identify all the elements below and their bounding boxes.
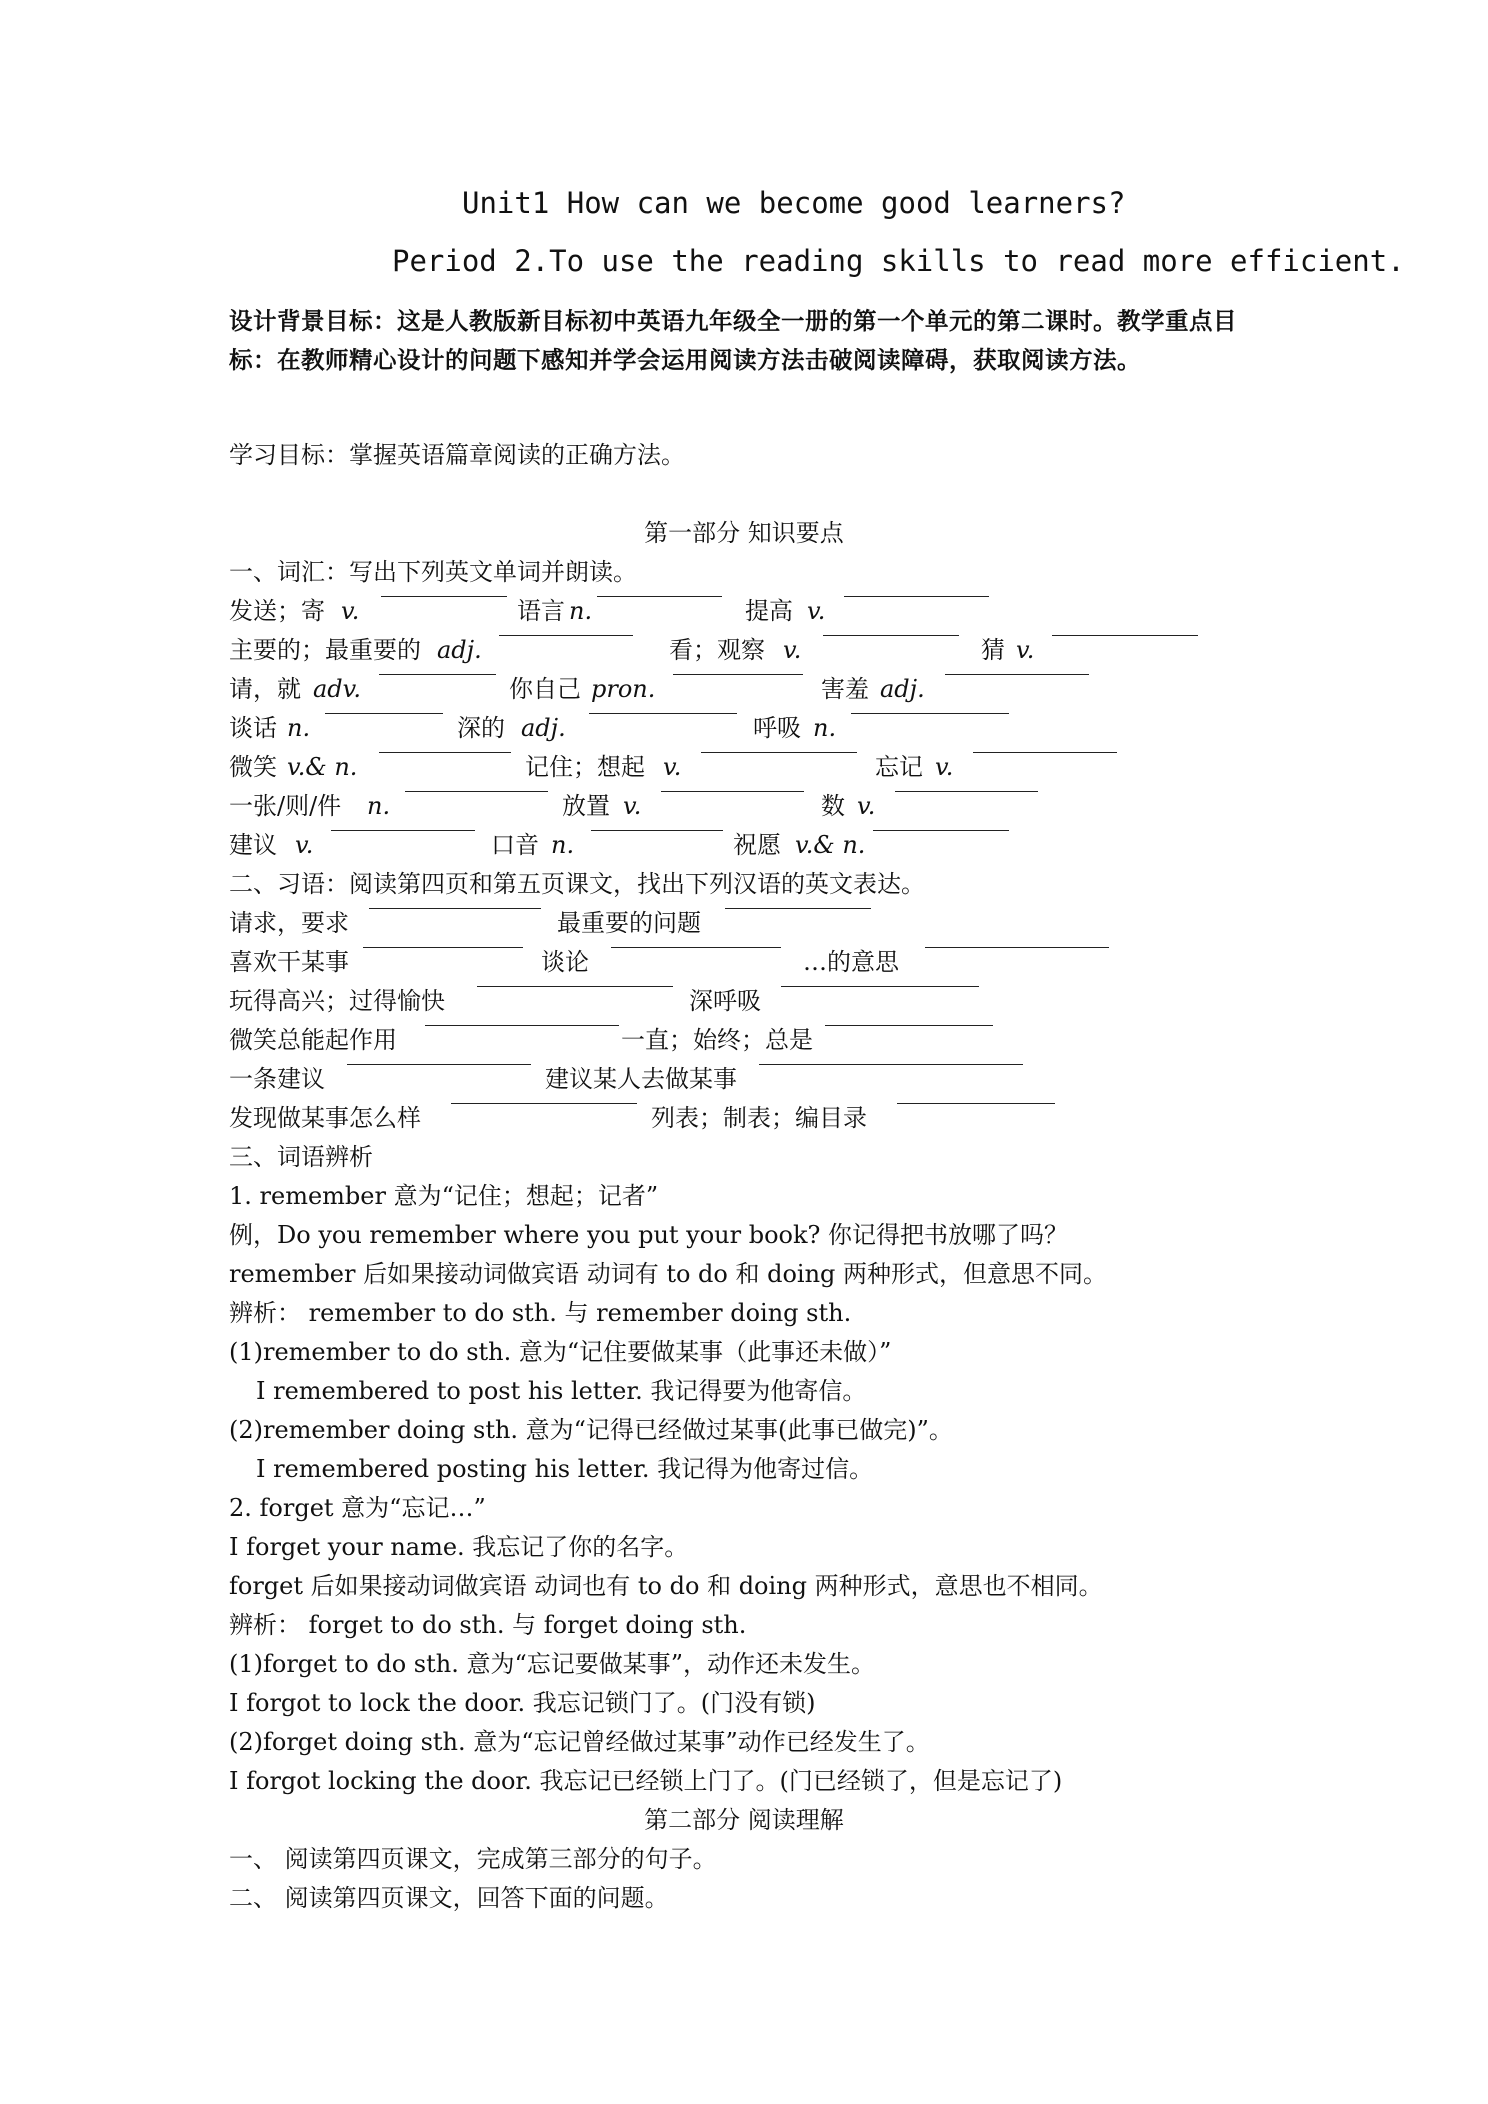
answer-blank[interactable] (825, 1025, 993, 1026)
analysis-line: (2)remember doing sth. 意为“记得已经做过某事(此事已做完)”。 (229, 1416, 953, 1444)
analysis-line: remember 后如果接动词做宾语 动词有 to do 和 doing 两种形式，但意思不同。 (229, 1260, 1108, 1288)
answer-blank[interactable] (673, 674, 803, 675)
analysis-line: (1)forget to do sth. 意为“忘记要做某事”，动作还未发生。 (229, 1650, 876, 1678)
answer-blank[interactable] (851, 713, 1009, 714)
example-sentence: I remembered to post his letter. 我记得要为他寄信。 (256, 1377, 867, 1405)
analysis-heading: 三、词语辨析 (229, 1143, 373, 1171)
answer-blank[interactable] (425, 1025, 619, 1026)
analysis-line: I forgot to lock the door. 我忘记锁门了。(门没有锁) (229, 1689, 816, 1717)
idioms-heading: 二、习语：阅读第四页和第五页课文，找出下列汉语的英文表达。 (229, 870, 925, 898)
analysis-line: 辨析： forget to do sth. 与 forget doing sth. (229, 1611, 747, 1639)
answer-blank[interactable] (597, 596, 722, 597)
answer-blank[interactable] (823, 635, 959, 636)
answer-blank[interactable] (897, 1103, 1055, 1104)
period-title: Period 2.To use the reading skills to read more efficient. (392, 244, 1405, 278)
answer-blank[interactable] (451, 1103, 637, 1104)
answer-blank[interactable] (347, 1064, 531, 1065)
answer-blank[interactable] (611, 947, 781, 948)
answer-blank[interactable] (363, 947, 523, 948)
unit-title: Unit1 How can we become good learners? (462, 186, 1126, 220)
analysis-line: (2)forget doing sth. 意为“忘记曾经做过某事”动作已经发生了。 (229, 1728, 930, 1756)
answer-blank[interactable] (925, 947, 1109, 948)
reading-task: 一、 阅读第四页课文，完成第三部分的句子。 (229, 1845, 717, 1873)
background-goal: 设计背景目标：这是人教版新目标初中英语九年级全一册的第一个单元的第二课时。教学重点目标：在教师精心设计的问题下感知并学会运用阅读方法击破阅读障碍，获取阅读方法。 (229, 307, 1237, 374)
analysis-line: (1)remember to do sth. 意为“记住要做某事（此事还未做）” (229, 1338, 892, 1366)
vocab-heading: 一、词汇：写出下列英文单词并朗读。 (229, 558, 637, 586)
answer-blank[interactable] (895, 791, 1038, 792)
answer-blank[interactable] (477, 986, 673, 987)
answer-blank[interactable] (781, 986, 979, 987)
answer-blank[interactable] (844, 596, 989, 597)
answer-blank[interactable] (379, 752, 511, 753)
answer-blank[interactable] (701, 752, 857, 753)
analysis-line: I forgot locking the door. 我忘记已经锁上门了。(门已经锁了，但是忘记了) (229, 1767, 1063, 1795)
part2-heading: 第二部分 阅读理解 (644, 1806, 844, 1834)
answer-blank[interactable] (325, 713, 443, 714)
document-page: Unit1 How can we become good learners? Period 2.To use the reading skills to read more efficient. 设计背景目标：这是人教版新目标初中英语九年级全一册的第一个单元的第二课时。教学重点目标：在教师精心设计的问题下感知并学会运用阅读方法击破阅读障碍，获取阅读方法。 学习目标：掌握英语篇章阅读的正确方法。 第一部分 知识要点 一、词汇：写出下列英文单词并朗读。 发送；寄 v. 语言 n. 提高 v. 主要的；最重要的 adj. 看；观察 v. 猜 v. 请，就 adv. 你自己 pron. 害羞 adj. 谈话 n. 深的 adj. 呼吸 n. 微笑 v.& n. 记住；想起 v. 忘记 v. 一张/则/件 n. 放置 v. 数 v. 建议 v. 口音 n. 祝愿 v.& n. 二、习语：阅读第四页和第五页课文，找出下列汉语的英文表达。 请求，要求 最重要的问题 喜欢干某事 谈论 …的意思 玩得高兴；过得愉快 深呼吸 微笑总能起作用 一直；始终；总是 一条建议 建议某人去做某事 发现做某事怎么样 列表；制表；编目录 三、词语辨析 1. remember 意为“记住；想起；记者” 例，Do you remember where you put your book? 你记得把书放哪了吗？ remember 后如果接动词做宾语 动词有 to do 和 doing 两种形式，但意思不同。 辨析： remember to do sth. 与 remember doing sth. (1)remember to do sth. 意为“记住要做某事（此事还未做）” I remembered to post his letter. 我记得要为他寄信。 (2)remember doing sth. 意为“记得已经做过某事(此事已做完)”。 I remembered posting his letter. 我记得为他寄过信。 2. forget 意为“忘记…” I forget your name. 我忘记了你的名字。 forget 后如果接动词做宾语 动词也有 to do 和 doing 两种形式，意思也不相同。 辨析： forget to do sth. 与 forget doing sth. (1)forget to do sth. 意为“忘记要做某事”，动作还未发生。 I forgot to lock the door. 我忘记锁门了。(门没有锁) (2)forget doing sth. 意为“忘记曾经做过某事”动作已经发生了。 I forgot locking the door. 我忘记已经锁上门了。(门已经锁了，但是忘记了) 第二部分 阅读理解 一、 阅读第四页课文，完成第三部分的句子。 二、 阅读第四页课文，回答下面的问题。 (0, 0, 1488, 2104)
answer-blank[interactable] (759, 1064, 1023, 1065)
answer-blank[interactable] (725, 908, 871, 909)
answer-blank[interactable] (661, 791, 804, 792)
answer-blank[interactable] (331, 830, 475, 831)
answer-blank[interactable] (973, 752, 1117, 753)
answer-blank[interactable] (589, 713, 737, 714)
answer-blank[interactable] (379, 674, 496, 675)
answer-blank[interactable] (405, 791, 548, 792)
example-sentence: I remembered posting his letter. 我记得为他寄过信。 (256, 1455, 874, 1483)
study-goal: 学习目标：掌握英语篇章阅读的正确方法。 (229, 441, 685, 469)
answer-blank[interactable] (591, 830, 723, 831)
answer-blank[interactable] (945, 674, 1089, 675)
answer-blank[interactable] (499, 635, 633, 636)
answer-blank[interactable] (381, 596, 507, 597)
answer-blank[interactable] (873, 830, 1009, 831)
part1-heading: 第一部分 知识要点 (644, 519, 844, 547)
analysis-line: 例，Do you remember where you put your book? 你记得把书放哪了吗？ (229, 1221, 1069, 1249)
analysis-line: 辨析： remember to do sth. 与 remember doing sth. (229, 1299, 852, 1327)
analysis-line: I forget your name. 我忘记了你的名字。 (229, 1533, 689, 1561)
answer-blank[interactable] (1052, 635, 1198, 636)
analysis-line: forget 后如果接动词做宾语 动词也有 to do 和 doing 两种形式，意思也不相同。 (229, 1572, 1103, 1600)
reading-task: 二、 阅读第四页课文，回答下面的问题。 (229, 1884, 669, 1912)
analysis-line: 1. remember 意为“记住；想起；记者” (229, 1182, 659, 1210)
analysis-line: 2. forget 意为“忘记…” (229, 1494, 486, 1522)
answer-blank[interactable] (369, 908, 541, 909)
